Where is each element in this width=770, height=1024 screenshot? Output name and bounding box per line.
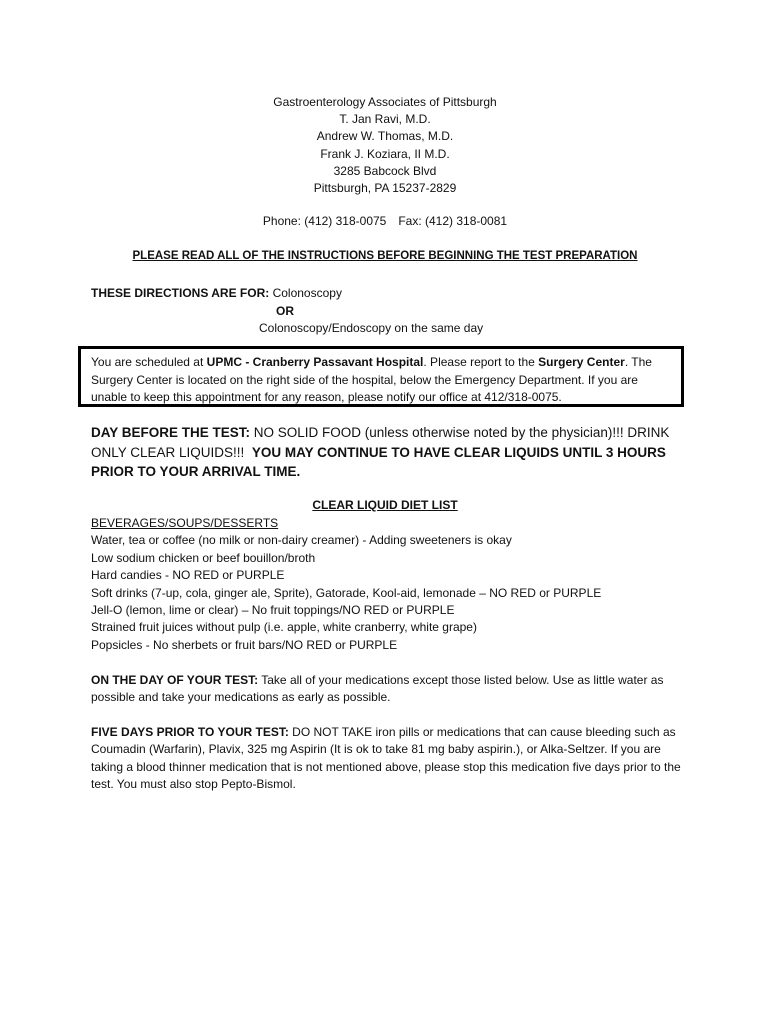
diet-category: BEVERAGES/SOUPS/DESSERTS (91, 516, 279, 530)
doctor-name: Andrew W. Thomas, M.D. (316, 129, 454, 144)
or-separator: OR (276, 303, 294, 318)
day-before-instructions (91, 423, 691, 482)
directions-label: THESE DIRECTIONS ARE FOR: (91, 286, 270, 300)
day-before-label: DAY BEFORE THE TEST: (91, 425, 251, 440)
clear-liquid-heading: CLEAR LIQUID DIET LIST (312, 498, 458, 512)
list-item: Jell-O (lemon, lime or clear) – No fruit toppings/NO RED or PURPLE (91, 603, 455, 618)
procedure-option: Colonoscopy (272, 286, 342, 300)
clear-liquid-deadline: YOU MAY CONTINUE TO HAVE CLEAR LIQUIDS UNTIL 3 HOURS PRIOR TO YOUR ARRIVAL TIME. (91, 444, 666, 479)
five-days-label: FIVE DAYS PRIOR TO YOUR TEST: (91, 725, 289, 739)
schedule-notice-box (78, 346, 684, 407)
schedule-text: . Please report to the (423, 355, 539, 369)
surgery-center: Surgery Center (538, 355, 625, 369)
city-state-zip: Pittsburgh, PA 15237-2829 (313, 181, 457, 196)
day-of-test-label: ON THE DAY OF YOUR TEST: (91, 673, 259, 687)
list-item: Soft drinks (7-up, cola, ginger ale, Sprite), Gatorade, Kool-aid, lemonade – NO RED or PURPLE (91, 585, 602, 600)
practice-name: Gastroenterology Associates of Pittsburgh (273, 95, 497, 109)
fax-number: Fax: (412) 318-0081 (398, 214, 508, 228)
day-of-test-instructions (91, 672, 681, 707)
list-item: Water, tea or coffee (no milk or non-dairy creamer) - Adding sweeteners is okay (91, 533, 512, 548)
list-item: Low sodium chicken or beef bouillon/broth (91, 550, 316, 565)
five-days-text: DO NOT TAKE iron pills or medications that can cause bleeding such as Coumadin (Warfarin), Plavix, 325 mg Aspirin (It is ok to take 81 mg baby aspirin.), or Alka-Seltzer. If you are taking a blood thinner medication that is not mentioned above, please stop this medication five days prior to the test. You must also stop Pepto-Bismol. (91, 725, 681, 792)
list-item: Hard candies - NO RED or PURPLE (91, 568, 285, 583)
phone-number: Phone: (412) 318-0075 (262, 214, 387, 228)
list-item: Popsicles - No sherbets or fruit bars/NO RED or PURPLE (91, 637, 398, 652)
contact-line (0, 214, 770, 228)
schedule-text: . The Surgery Center is located on the right side of the hospital, below the Emergency Department. If you are unable to keep this appointment for any reason, please notify our office at 412/318-0075. (91, 355, 652, 404)
street-address: 3285 Babcock Blvd (333, 163, 437, 178)
directions-block (91, 285, 483, 338)
letterhead (0, 94, 770, 197)
day-before-text: NO SOLID FOOD (unless otherwise noted by the physician)!!! DRINK ONLY CLEAR LIQUIDS!!! (91, 425, 674, 460)
schedule-text: You are scheduled at (91, 355, 207, 369)
doctor-name: T. Jan Ravi, M.D. (339, 112, 431, 127)
doctor-name: Frank J. Koziara, II M.D. (320, 146, 450, 161)
list-item: Strained fruit juices without pulp (i.e. apple, white cranberry, white grape) (91, 620, 477, 635)
five-days-prior-instructions (91, 724, 681, 794)
procedure-option: Colonoscopy/Endoscopy on the same day (259, 321, 484, 335)
instruction-heading: PLEASE READ ALL OF THE INSTRUCTIONS BEFORE BEGINNING THE TEST PREPARATION (132, 250, 638, 262)
day-of-test-text: Take all of your medications except those listed below. Use as little water as possible and take your medications as early as possible. (91, 673, 664, 705)
clear-liquid-list (91, 515, 601, 654)
hospital-name: UPMC - Cranberry Passavant Hospital (206, 355, 424, 369)
